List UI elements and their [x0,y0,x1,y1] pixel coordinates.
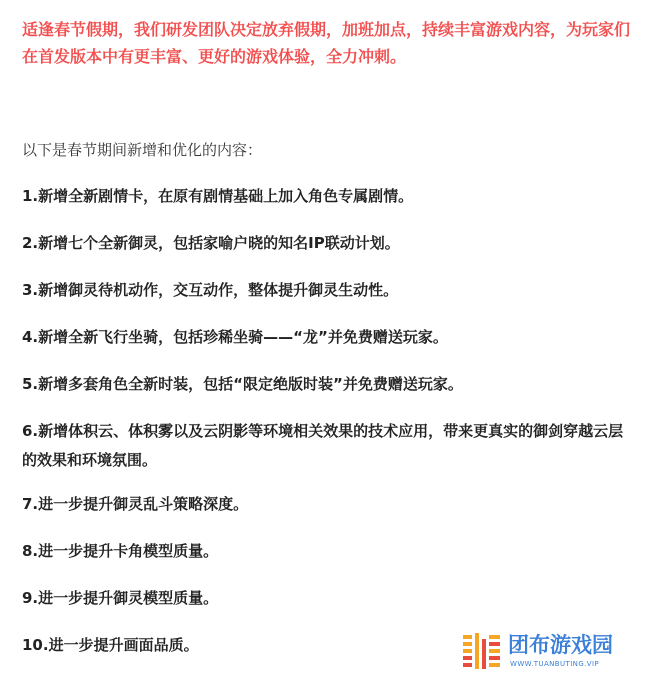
list-item: 4.新增全新飞行坐骑，包括珍稀坐骑——“龙”并免费赠送玩家。 [22,328,448,346]
watermark-subtitle: WWW.TUANBUTING.VIP [510,660,600,668]
list-item: 10.进一步提升画面品质。 [22,636,199,654]
list-item: 9.进一步提升御灵模型质量。 [22,589,219,607]
watermark-logo [463,632,641,674]
list-item: 2.新增七个全新御灵，包括家喻户晓的知名IP联动计划。 [22,234,400,252]
grid-logo-icon [463,633,503,669]
list-item: 5.新增多套角色全新时装，包括“限定绝版时装”并免费赠送玩家。 [22,375,463,393]
list-item: 7.进一步提升御灵乱斗策略深度。 [22,495,249,513]
intro-paragraph: 适逢春节假期，我们研发团队决定放弃假期，加班加点，持续丰富游戏内容，为玩家们在首发版本中有更丰富、更好的游戏体验，全力冲刺。 [22,20,631,66]
list-item: 6.新增体积云、体积雾以及云阴影等环境相关效果的技术应用，带来更真实的御剑穿越云层的效果和环境氛围。 [22,422,624,469]
list-lead-text: 以下是春节期间新增和优化的内容： [22,141,263,159]
list-item: 8.进一步提升卡角模型质量。 [22,542,219,560]
watermark-title: 团布游戏园 [508,633,613,657]
list-item: 1.新增全新剧情卡，在原有剧情基础上加入角色专属剧情。 [22,187,414,205]
list-item: 3.新增御灵待机动作，交互动作，整体提升御灵生动性。 [22,281,399,299]
